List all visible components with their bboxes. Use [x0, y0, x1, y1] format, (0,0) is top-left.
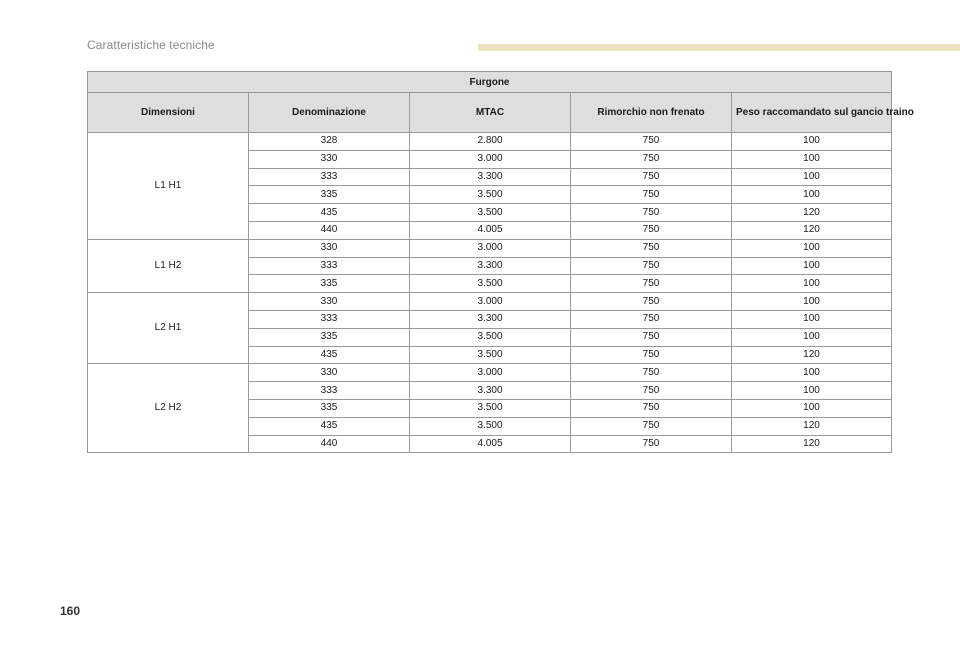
table-cell: 750 — [571, 168, 732, 186]
table-cell: 330 — [249, 150, 410, 168]
table-cell: 3.500 — [410, 328, 571, 346]
table-cell: 3.500 — [410, 204, 571, 222]
table-cell: 120 — [732, 346, 892, 364]
table-cell: 3.300 — [410, 310, 571, 328]
table-cell: 333 — [249, 310, 410, 328]
table-cell: 335 — [249, 328, 410, 346]
table-cell: 120 — [732, 221, 892, 239]
table-cell: 328 — [249, 133, 410, 151]
table-cell: 4.005 — [410, 221, 571, 239]
column-header-peso-gancio: Peso raccomandato sul gancio traino — [732, 93, 892, 133]
column-header-dimensioni: Dimensioni — [88, 93, 249, 133]
table-cell: 750 — [571, 204, 732, 222]
table-cell: 335 — [249, 186, 410, 204]
table-cell: 120 — [732, 435, 892, 453]
table-cell: 3.500 — [410, 417, 571, 435]
table-cell: 4.005 — [410, 435, 571, 453]
table-cell: 3.500 — [410, 346, 571, 364]
page-number: 160 — [60, 604, 81, 618]
table-cell: 750 — [571, 364, 732, 382]
table-cell: 330 — [249, 293, 410, 311]
table-row — [88, 293, 892, 311]
dimension-cell: L1 H2 — [88, 239, 249, 292]
table-cell: 100 — [732, 239, 892, 257]
table-cell: 750 — [571, 382, 732, 400]
table-cell: 440 — [249, 221, 410, 239]
table-cell: 750 — [571, 346, 732, 364]
table-cell: 750 — [571, 275, 732, 293]
table-row — [88, 133, 892, 151]
spec-table — [87, 71, 914, 453]
table-cell: 100 — [732, 364, 892, 382]
table-cell: 100 — [732, 168, 892, 186]
table-cell: 100 — [732, 133, 892, 151]
table-cell: 750 — [571, 186, 732, 204]
table-cell: 100 — [732, 382, 892, 400]
table-cell: 100 — [732, 186, 892, 204]
table-cell: 100 — [732, 328, 892, 346]
table-cell: 3.300 — [410, 168, 571, 186]
table-cell: 330 — [249, 239, 410, 257]
table-cell: 120 — [732, 417, 892, 435]
table-cell: 750 — [571, 435, 732, 453]
table-cell: 2.800 — [410, 133, 571, 151]
column-header-rimorchio: Rimorchio non frenato — [571, 93, 732, 133]
table-cell: 100 — [732, 293, 892, 311]
dimension-cell: L1 H1 — [88, 133, 249, 240]
table-cell: 100 — [732, 150, 892, 168]
table-cell: 440 — [249, 435, 410, 453]
table-cell: 750 — [571, 310, 732, 328]
column-header-denominazione: Denominazione — [249, 93, 410, 133]
table-cell: 750 — [571, 133, 732, 151]
table-cell: 3.300 — [410, 382, 571, 400]
table-cell: 750 — [571, 221, 732, 239]
table-cell: 333 — [249, 257, 410, 275]
dimension-cell: L2 H2 — [88, 364, 249, 453]
table-row — [88, 364, 892, 382]
table-cell: 750 — [571, 257, 732, 275]
table-cell: 333 — [249, 168, 410, 186]
table-cell: 3.300 — [410, 257, 571, 275]
table-cell: 335 — [249, 399, 410, 417]
table-cell: 3.500 — [410, 186, 571, 204]
table-cell: 333 — [249, 382, 410, 400]
table-cell: 750 — [571, 293, 732, 311]
table-cell: 750 — [571, 417, 732, 435]
table-title-row — [88, 72, 892, 93]
section-title: Caratteristiche tecniche — [87, 38, 215, 52]
table-cell: 3.000 — [410, 364, 571, 382]
table-cell: 750 — [571, 328, 732, 346]
table-cell: 3.000 — [410, 239, 571, 257]
table-cell: 100 — [732, 310, 892, 328]
table-row — [88, 239, 892, 257]
table-cell: 3.000 — [410, 293, 571, 311]
table-cell: 120 — [732, 204, 892, 222]
table-cell: 750 — [571, 239, 732, 257]
table-cell: 435 — [249, 346, 410, 364]
table-cell: 750 — [571, 399, 732, 417]
table-cell: 100 — [732, 275, 892, 293]
column-header-mtac: MTAC — [410, 93, 571, 133]
dimension-cell: L2 H1 — [88, 293, 249, 364]
table-cell: 435 — [249, 204, 410, 222]
table-header-row — [88, 93, 892, 133]
table-cell: 330 — [249, 364, 410, 382]
table-cell: 3.500 — [410, 275, 571, 293]
table-cell: 750 — [571, 150, 732, 168]
table-cell: 100 — [732, 399, 892, 417]
table-cell: 100 — [732, 257, 892, 275]
header-accent-bar — [478, 44, 960, 51]
table-cell: 435 — [249, 417, 410, 435]
table-title: Furgone — [88, 72, 892, 93]
table-cell: 335 — [249, 275, 410, 293]
table-cell: 3.500 — [410, 399, 571, 417]
table-cell: 3.000 — [410, 150, 571, 168]
